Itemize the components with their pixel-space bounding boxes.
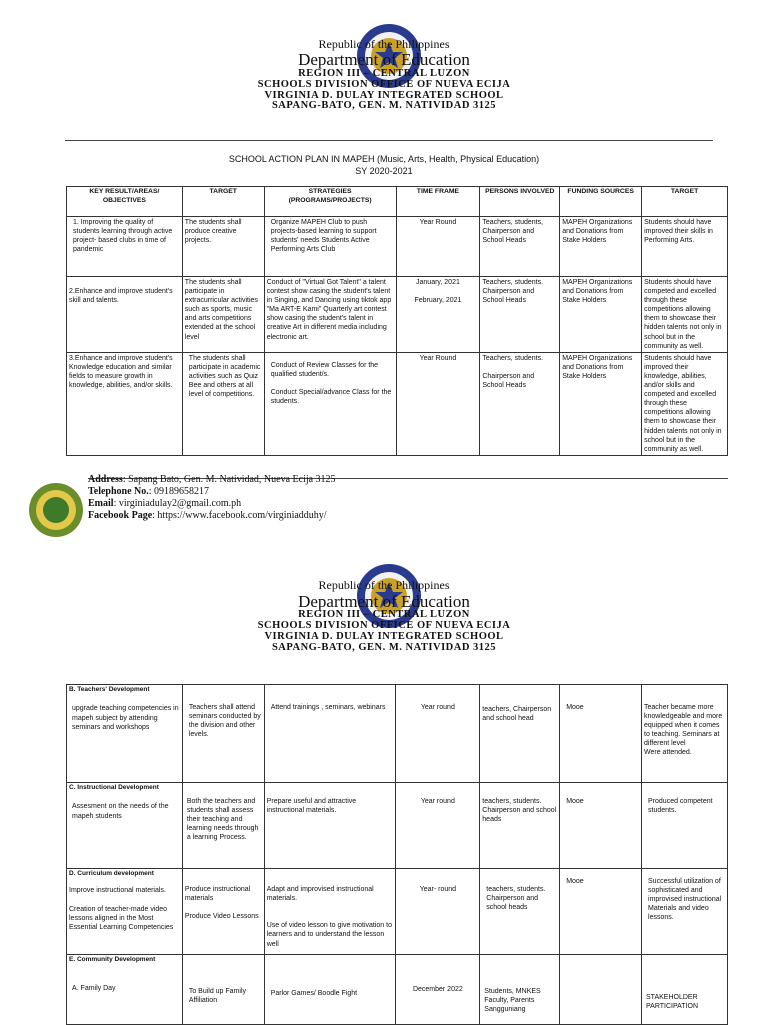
table-cell: MAPEH Organizations and Donations from Stake Holders xyxy=(560,277,642,353)
col-header: PERSONS INVOLVED xyxy=(480,187,560,217)
col-header: STRATEGIES (PROGRAMS/PROJECTS) xyxy=(264,187,396,217)
table-row xyxy=(67,277,728,353)
table-cell: To Build up Family Affiliation xyxy=(182,955,264,1025)
table-cell: Teachers, students. Chairperson and School Heads xyxy=(480,352,560,455)
table-cell: Teachers, students. Chairperson and School Heads xyxy=(480,277,560,353)
table-cell: Teacher became more knowledgeable and more equipped when it comes to teaching. Seminars at different level Were attended. xyxy=(642,685,728,783)
table-cell: The students shall participate in academic activities such as Quiz Bee and others at all level of competitions. xyxy=(182,352,264,455)
school-name: VIRGINIA D. DULAY INTEGRATED SCHOOL xyxy=(264,90,504,101)
table-cell: Students should have competed and excelled through these competitions allowing them to showcase their hidden talents not only in school but in the community as well. xyxy=(642,277,728,353)
table-cell: January, 2021 February, 2021 xyxy=(396,277,480,353)
table-cell: Year round xyxy=(396,783,480,869)
table-cell: The students shall participate in extracurricular activities such as sports, music and arts competitions extended at the school level xyxy=(182,277,264,353)
table-cell xyxy=(67,955,183,1025)
phone-label: Telephone No. xyxy=(88,486,149,497)
table-cell: teachers, students. Chairperson and school heads xyxy=(480,783,560,869)
table-cell: Conduct of "Virtual Got Talent" a talent contest show casing the student's talent in Singing, and Dancing using tiktok app "Ma ART-E Kami" Quarterly art contest show casing the student's talent in creative Art in different media including electronic art. xyxy=(264,277,396,353)
table-cell: Organize MAPEH Club to push projects-based learning to support students' needs Students Active Performing Arts Club xyxy=(264,217,396,277)
table-cell: December 2022 xyxy=(396,955,480,1025)
table-cell: Students should have improved their skills in Performing Arts. xyxy=(642,217,728,277)
table-row xyxy=(67,685,728,783)
table-cell: Conduct of Review Classes for the qualified student/s. Conduct Special/advance Class for the students. xyxy=(264,352,396,455)
section-heading: E. Community Development xyxy=(69,956,156,963)
division-text: SCHOOLS DIVISION OFFICE OF NUEVA ECIJA xyxy=(257,620,511,631)
table-cell: Mooe xyxy=(560,783,642,869)
table-cell: Produce instructional materials Produce Video Lessons xyxy=(182,869,264,955)
cell-text: Improve instructional materials. Creation of teacher-made video lessons aligned in the Most Essential Learning Competencies xyxy=(69,887,174,931)
action-plan-table xyxy=(66,186,728,456)
table-cell: Mooe xyxy=(560,685,642,783)
table-cell: Year Round xyxy=(396,217,480,277)
table-cell: teachers, Chairperson and school head xyxy=(480,685,560,783)
table-row xyxy=(67,783,728,869)
department-title: Department of Education xyxy=(298,50,470,69)
school-address: SAPANG-BATO, GEN. M. NATIVIDAD 3125 xyxy=(271,642,497,653)
table-header-row xyxy=(67,187,728,217)
col-header: TARGET xyxy=(182,187,264,217)
section-heading: D. Curriculum development xyxy=(69,870,154,877)
facebook-label: Facebook Page xyxy=(88,510,153,521)
region-text: REGION III – CENTRAL LUZON xyxy=(298,68,470,79)
address-value: : Sapang Bato, Gen. M. Natividad, Nueva Ecija 3125 xyxy=(122,474,336,485)
footer-contact xyxy=(88,474,336,522)
republic-text: Republic of the Philippines xyxy=(318,578,450,592)
table-cell: Parlor Games/ Boodle Fight xyxy=(264,955,396,1025)
table-cell xyxy=(67,783,183,869)
table-cell: Students, MNKES Faculty, Parents Sangguniang xyxy=(480,955,560,1025)
development-plan-table xyxy=(66,684,728,1025)
table-cell: Produced competent students. xyxy=(642,783,728,869)
table-row xyxy=(67,352,728,455)
table-cell: MAPEH Organizations and Donations from Stake Holders xyxy=(560,217,642,277)
table-cell xyxy=(560,955,642,1025)
division-text: SCHOOLS DIVISION OFFICE OF NUEVA ECIJA xyxy=(257,79,511,90)
school-year: SY 2020-2021 xyxy=(355,166,413,176)
table-cell: Students should have improved their knowledge, abilities, and/or skills and competed and excelled through these competitions allowing them to showcase their hidden talents not only in school but in the community as well. xyxy=(642,352,728,455)
section-heading: C. Instructional Development xyxy=(69,784,159,791)
table-cell: Successful utilization of sophisticated and improvised instructional Materials and video lessons. xyxy=(642,869,728,955)
republic-text: Republic of the Philippines xyxy=(318,37,450,51)
table-cell: Teachers, students, Chairperson and School Heads xyxy=(480,217,560,277)
header-divider xyxy=(65,140,713,141)
table-cell xyxy=(67,685,183,783)
table-cell: Attend trainings , seminars, webinars xyxy=(264,685,396,783)
cell-text: upgrade teaching competencies in mapeh subject by attending seminars and workshops xyxy=(72,705,179,731)
school-name: VIRGINIA D. DULAY INTEGRATED SCHOOL xyxy=(264,631,504,642)
table-cell: Both the teachers and students shall assess their teaching and learning needs through a learning Process. xyxy=(182,783,264,869)
phone-value: : 09189658217 xyxy=(148,486,210,497)
col-header: TIME FRAME xyxy=(396,187,480,217)
table-cell: teachers, students. Chairperson and school heads xyxy=(480,869,560,955)
table-row xyxy=(67,955,728,1025)
school-logo xyxy=(28,482,84,538)
table-cell: Adapt and improvised instructional materials. Use of video lesson to give motivation to learners and to understand the lesson well xyxy=(264,869,396,955)
table-row xyxy=(67,869,728,955)
cell-text: A. Family Day xyxy=(72,985,116,993)
table-cell: STAKEHOLDER PARTICIPATION xyxy=(642,955,728,1025)
table-cell: MAPEH Organizations and Donations from Stake Holders xyxy=(560,352,642,455)
table-row xyxy=(67,217,728,277)
cell-text: Assesment on the needs of the mapeh students xyxy=(72,803,169,820)
table-cell: 1. Improving the quality of students learning through active project- based clubs in time of pandemic xyxy=(67,217,183,277)
table-cell: Year- round xyxy=(396,869,480,955)
col-header: KEY RESULT/AREAS/ OBJECTIVES xyxy=(67,187,183,217)
table-cell: Mooe xyxy=(560,869,642,955)
department-title: Department of Education xyxy=(298,592,470,611)
table-cell: Teachers shall attend seminars conducted by the division and other levels. xyxy=(182,685,264,783)
email-label: Email xyxy=(88,498,114,509)
table-cell xyxy=(67,869,183,955)
region-text: REGION III – CENTRAL LUZON xyxy=(298,609,470,620)
table-cell: Prepare useful and attractive instructional materials. xyxy=(264,783,396,869)
address-label: Address xyxy=(88,474,123,485)
table-cell: Year round xyxy=(396,685,480,783)
school-address: SAPANG-BATO, GEN. M. NATIVIDAD 3125 xyxy=(271,100,497,111)
col-header: FUNDING SOURCES xyxy=(560,187,642,217)
doc-title: SCHOOL ACTION PLAN IN MAPEH (Music, Arts, Health, Physical Education) xyxy=(228,154,540,164)
table-cell: The students shall produce creative projects. xyxy=(182,217,264,277)
table-cell: 3.Enhance and improve student's Knowledge education and similar fields to measure growth in knowledge, abilities, and/or skills. xyxy=(67,352,183,455)
col-header: TARGET xyxy=(642,187,728,217)
section-heading: B. Teachers' Development xyxy=(69,686,150,693)
email-value: : virginiadulay2@gmail.com.ph xyxy=(113,498,242,509)
table-cell: 2.Enhance and improve student's skill and talents. xyxy=(67,277,183,353)
table-cell: Year Round xyxy=(396,352,480,455)
facebook-value: : https://www.facebook.com/virginiadduhy/ xyxy=(152,510,327,521)
